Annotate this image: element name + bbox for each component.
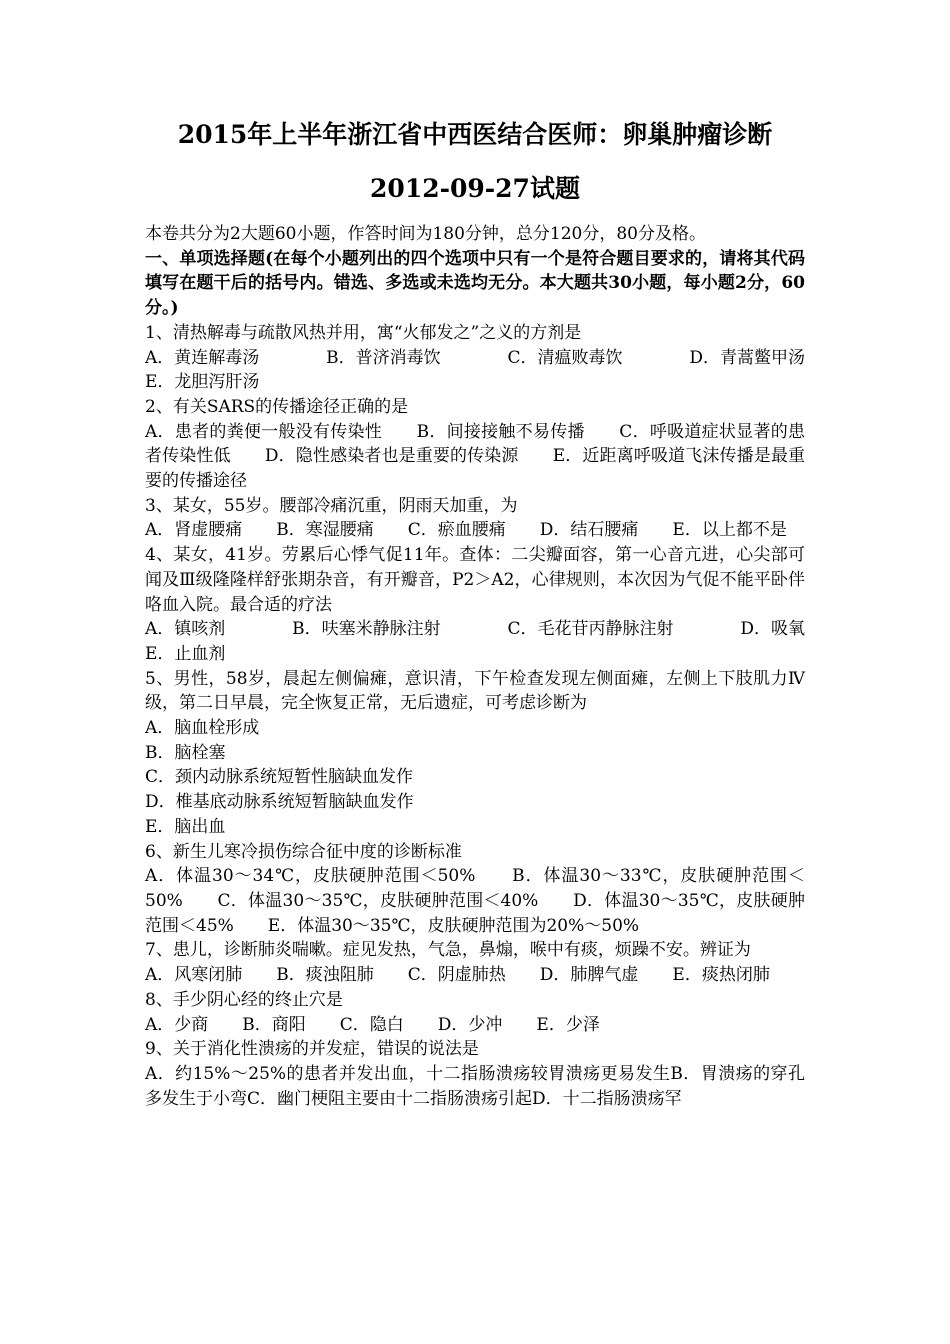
document-title-line2: 2012-09-27试题 (370, 174, 580, 203)
question-stem: 2、有关SARS的传播途径正确的是 (145, 396, 409, 417)
question-stem: 3、某女，55岁。腰部冷痛沉重，阴雨天加重，为 (145, 495, 518, 516)
option: D．吸氧 (740, 619, 805, 640)
option: A．黄连解毒汤 (145, 347, 260, 368)
option: C．颈内动脉系统短暂性脑缺血发作 (145, 767, 414, 788)
question-options: A．少商 B．商阳 C．隐白 D．少冲 E．少泽 (145, 1014, 600, 1035)
option: B．脑栓塞 (145, 742, 226, 763)
option: D．椎基底动脉系统短暂脑缺血发作 (145, 792, 414, 813)
option: E．脑出血 (145, 816, 226, 837)
question-stem: 6、新生儿寒冷损伤综合征中度的诊断标准 (145, 841, 462, 862)
question-stem: 5、男性，58岁，晨起左侧偏瘫，意识清，下午检查发现左侧面瘫，左侧上下肢肌力Ⅳ级，第二日早晨，完全恢复正常，无后遗症，可考虑诊断为 (145, 668, 805, 714)
option: D．青蒿鳖甲汤 (689, 347, 805, 368)
option-row (145, 346, 805, 371)
option: C．毛花苷丙静脉注射 (507, 619, 674, 640)
exam-intro: 本卷共分为2大题60小题，作答时间为180分钟，总分120分，80分及格。 (145, 224, 706, 244)
question-options: A．患者的粪便一般没有传染性 B．间接接触不易传播 C．呼吸道症状显著的患者传染性低 D．隐性感染者也是重要的传染源 E．近距离呼吸道飞沫传播是最重要的传播途径 (145, 421, 805, 492)
option: A．镇咳剂 (145, 619, 226, 640)
question-stem: 1、清热解毒与疏散风热并用，寓“火郁发之”之义的方剂是 (145, 322, 582, 343)
option: B．呋塞米静脉注射 (292, 619, 441, 640)
option: B．普济消毒饮 (326, 347, 441, 368)
document-title-line1: 2015年上半年浙江省中西医结合医师：卵巢肿瘤诊断 (177, 120, 773, 149)
question-options: A．体温30～34℃，皮肤硬肿范围＜50% B．体温30～33℃，皮肤硬肿范围＜50% C．体温30～35℃，皮肤硬肿范围＜40% D．体温30～35℃，皮肤硬肿范围＜45% E．体温30～35℃，皮肤硬肿范围为20%～50% (145, 866, 805, 936)
question-stem: 7、患儿，诊断肺炎喘嗽。症见发热，气急，鼻煽，喉中有痰，烦躁不安。辨证为 (145, 940, 751, 961)
question-options: A．风寒闭肺 B．痰浊阻肺 C．阴虚肺热 D．肺脾气虚 E．痰热闭肺 (145, 965, 770, 986)
section-heading: 一、单项选择题(在每个小题列出的四个选项中只有一个是符合题目要求的，请将其代码填写在题干后的括号内。错选、多选或未选均无分。本大题共30小题，每小题2分，60分。) (145, 248, 805, 319)
option: E．龙胆泻肝汤 (145, 372, 260, 393)
option-row (145, 617, 805, 642)
question-options: A．肾虚腰痛 B．寒湿腰痛 C．瘀血腰痛 D．结石腰痛 E．以上都不是 (145, 520, 787, 541)
option: A．脑血栓形成 (145, 718, 260, 739)
question-stem: 4、某女，41岁。劳累后心悸气促11年。查体：二尖瓣面容，第一心音亢进，心尖部可闻及Ⅲ级隆隆样舒张期杂音，有开瓣音，P2＞A2，心律规则，本次因为气促不能平卧伴咯血入院。最合适的疗法 (145, 545, 805, 615)
option: C．清瘟败毒饮 (507, 347, 623, 368)
question-options: A．约15%～25%的患者并发出血，十二指肠溃疡较胃溃疡更易发生B．胃溃疡的穿孔多发生于小弯C．幽门梗阻主要由十二指肠溃疡引起D．十二指肠溃疡罕 (145, 1063, 805, 1109)
document-body (145, 222, 805, 1111)
question-stem: 8、手少阴心经的终止穴是 (145, 989, 343, 1010)
question-stem: 9、关于消化性溃疡的并发症，错误的说法是 (145, 1039, 479, 1060)
option: E．止血剂 (145, 643, 226, 664)
